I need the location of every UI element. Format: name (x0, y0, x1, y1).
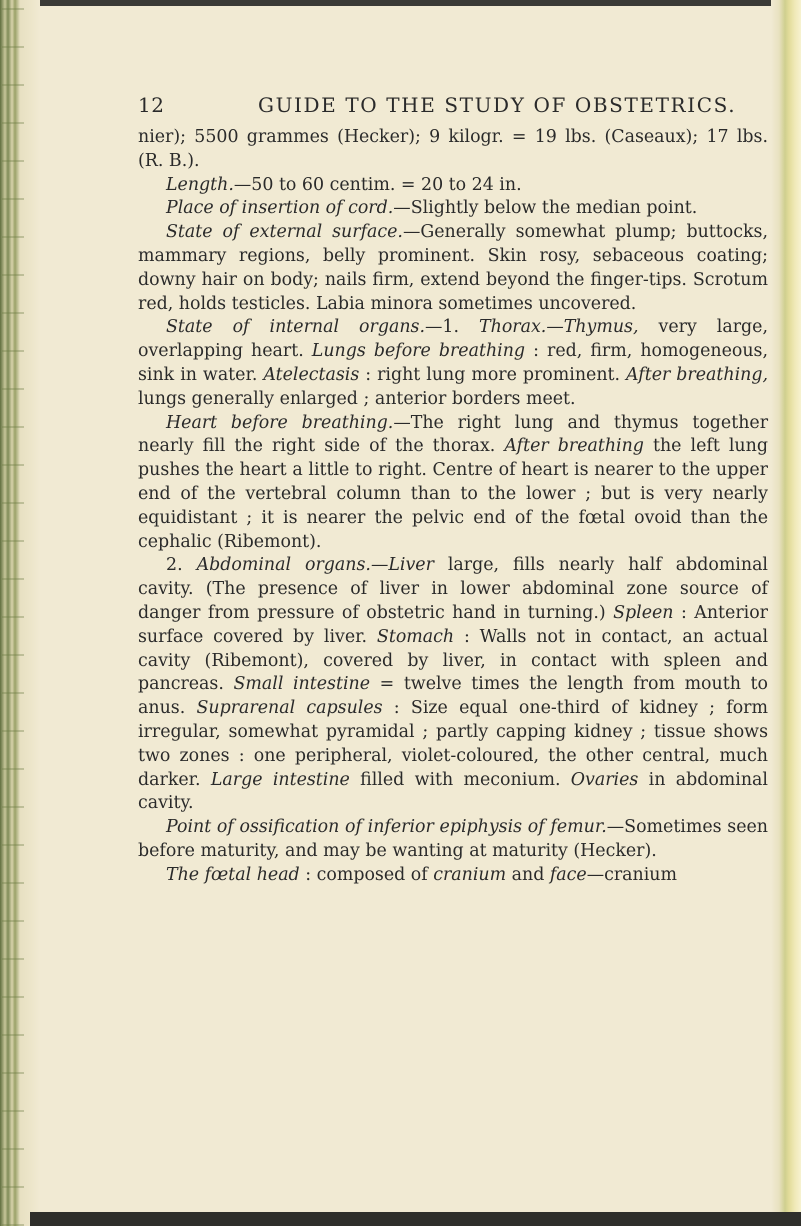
text-run: : Walls not in contact, an actual cavity (Ribemont), covered by liver, in contact with spleen and pancreas. (138, 626, 769, 695)
text-run: —1. (425, 317, 480, 338)
italic-text: Large intestine (210, 769, 350, 790)
text-run: : Anterior surface covered by liver. (138, 602, 768, 647)
text-run: the left lung pushes the heart a little to right. Centre of heart is nearer to the upper end of the vertebral column than to the lower ; but is very nearly equidistant ; it is nearer the pelvic end of the fœtal ovoid than the cephalic (Ribemont). (138, 436, 768, 552)
italic-text: After breathing, (626, 364, 768, 385)
italic-text: Suprarenal capsules (196, 698, 383, 719)
italic-text: Thorax.—Thymus, (479, 317, 639, 338)
text-run: large, fills nearly half abdominal cavity. (The presence of liver in lower abdominal zone source of danger from pressure of obstetric hand in turning.) (138, 555, 768, 623)
page-number: 12 (138, 93, 165, 117)
italic-text: Atelectasis (263, 364, 360, 385)
italic-text: Point of ossification of inferior epiphysis of femur. (166, 817, 607, 838)
book-page (138, 90, 768, 888)
paragraph (138, 554, 768, 816)
text-run: very large, overlapping heart. (138, 317, 769, 362)
paragraph (138, 864, 768, 888)
italic-text: State of internal organs. (166, 317, 425, 338)
paragraph (138, 412, 768, 555)
text-run: —Slightly below the median point. (393, 198, 698, 219)
paragraph (138, 126, 768, 174)
running-title: GUIDE TO THE STUDY OF OBSTETRICS. (258, 93, 737, 117)
italic-text: State of external surface. (166, 222, 403, 243)
running-header (138, 90, 768, 126)
book-spine-edge (0, 0, 40, 1226)
paragraph (138, 816, 768, 864)
italic-text: Place of insertion of cord. (166, 198, 394, 219)
text-run: in abdominal cavity. (138, 769, 768, 814)
italic-text: Lungs before breathing (311, 341, 526, 362)
scan-top-edge (0, 0, 801, 6)
text-run: and (506, 864, 550, 885)
text-run: filled with meconium. (349, 769, 571, 790)
text-run: : Size equal one-third of kidney ; form irregular, somewhat pyramidal ; partly capping kidney ; tissue shows two zones : one peripheral, violet-coloured, the other central, much darker. (138, 698, 768, 790)
text-run: 2. (166, 555, 197, 576)
paragraph (138, 197, 768, 221)
text-run: —Sometimes seen before maturity, and may be wanting at maturity (Hecker). (138, 817, 768, 861)
italic-text: Heart before breathing. (166, 412, 394, 433)
page-fore-edge (771, 0, 801, 1226)
italic-text: Spleen (613, 602, 674, 623)
italic-text: After breathing (504, 436, 644, 457)
text-run: = twelve times the length from mouth to anus. (138, 674, 768, 719)
paragraph (138, 221, 768, 316)
italic-text: face (549, 864, 587, 885)
text-run: nier); 5500 grammes (Hecker); 9 kilogr. = 19 lbs. (Caseaux); 17 lbs. (R. B.). (138, 127, 768, 171)
body-text (138, 126, 768, 888)
text-run: —The right lung and thymus together nearly fill the right side of the thorax. (138, 412, 769, 457)
text-run: lungs generally enlarged ; anterior borders meet. (138, 388, 576, 409)
italic-text: Small intestine (233, 674, 371, 695)
italic-text: Abdominal organs.—Liver (196, 555, 434, 576)
italic-text: Ovaries (570, 769, 639, 790)
text-run: : composed of (299, 864, 434, 885)
italic-text: The fœtal head (166, 864, 300, 885)
text-run: —50 to 60 centim. = 20 to 24 in. (233, 174, 522, 195)
scan-bottom-edge (30, 1212, 801, 1226)
text-run: : right lung more prominent. (359, 364, 627, 385)
paragraph (138, 316, 768, 411)
text-run: : red, firm, homogeneous, sink in water. (138, 341, 768, 385)
italic-text: cranium (433, 864, 507, 885)
text-run: —Generally somewhat plump; buttocks, mammary regions, belly prominent. Skin rosy, sebaceous coating; downy hair on body; nails firm, extend beyond the finger-tips. Scrotum red, holds testicles. Labia minora sometimes uncovered. (138, 222, 768, 314)
paragraph (138, 174, 768, 198)
text-run: —cranium (586, 864, 677, 885)
italic-text: Length. (166, 174, 234, 195)
italic-text: Stomach (376, 626, 455, 647)
